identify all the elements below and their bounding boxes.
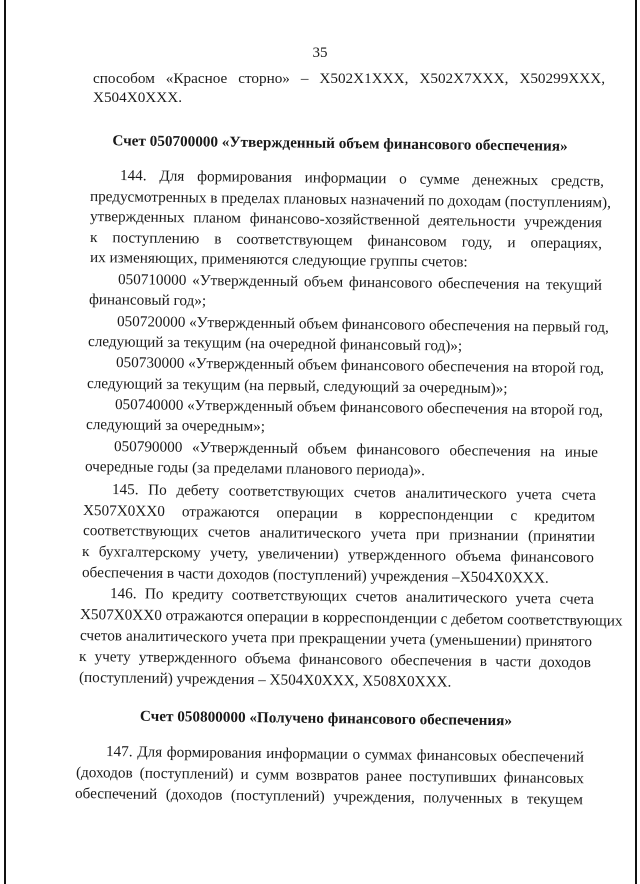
text-line: к поступлению в соответствующем финансовом году, и операциях, (89, 229, 603, 253)
text-line: финансовый год»; (88, 291, 207, 310)
text-line: (доходов (поступлений) и сумм возвратов ранее поступивших финансовых (75, 764, 585, 788)
text-line: счетов аналитического учета при прекращении учета (уменьшении) принятого (79, 627, 593, 651)
text-line: (поступлений) учреждения – X504X0XXX, X508X0XXX. (78, 669, 452, 691)
text-line: 144. Для формирования информации о сумме денежных средств, (119, 167, 605, 190)
text-line: следующий за очередным»; (85, 416, 266, 436)
text-line: 145. По дебету соответствующих счетов аналитического учета счета (111, 481, 597, 504)
text-line: способом «Красное сторно» – X502X1XXX, X502X7XXX, X50299XXX, (93, 70, 605, 87)
text-line: 050740000 «Утвержденный объем финансового обеспечения на второй год, (114, 396, 604, 419)
page-number: 35 (312, 45, 328, 61)
section-heading: Счет 050700000 «Утвержденный объем финансового обеспечения» (112, 132, 568, 155)
text-line: утвержденных планом финансово-хозяйственной деятельности учреждения (89, 208, 603, 232)
text-line: следующий за текущим (на первый, следующий за очередным)»; (86, 375, 508, 398)
text-line: 050720000 «Утвержденный объем финансового обеспечения на первый год, (116, 313, 609, 337)
text-line: 050790000 «Утвержденный объем финансового обеспечения на иные (113, 438, 599, 461)
text-line: к бухгалтерскому учету, увеличении) утвержденного объема финансового (81, 543, 595, 567)
text-line: следующий за текущим (на очередной финансовый год)»; (87, 333, 463, 355)
text-line: к учету утвержденного объема финансового обеспечения в части доходов (78, 648, 592, 672)
text-line: X504X0XXX. (93, 89, 183, 106)
text-line: их изменяющих, применяются следующие группы счетов: (89, 249, 468, 271)
text-line: обеспечения в части доходов (поступлений) учреждения –X504X0XXX. (81, 564, 549, 587)
text-line: 146. По кредиту соответствующих счетов аналитического учета счета (109, 585, 595, 608)
text-line: 050730000 «Утвержденный объем финансового обеспечения на второй год, (115, 354, 605, 377)
text-line: предусмотренных в пределах плановых назначений по доходам (поступлениям), (89, 188, 612, 212)
text-line: 050710000 «Утвержденный объем финансового обеспечения на текущий (117, 271, 603, 294)
text-line: X507X0XX0 отражаются операции в корреспонденции с кредитом (82, 502, 596, 526)
text-line: соответствующих счетов аналитического учета при признании (принятии (82, 522, 596, 546)
text-line: X507X0XX0 отражаются операции в корреспонденции с дебетом соответствующих (79, 606, 623, 630)
text-line: 147. Для формирования информации о суммах финансовых обеспечений (105, 743, 585, 766)
section-heading: Счет 050800000 «Получено финансового обеспечения» (139, 707, 513, 730)
text-line: обеспечений (доходов (поступлений) учреждения, полученных в текущем (74, 785, 584, 809)
text-line: очередные годы (за пределами планового периода)». (84, 458, 426, 480)
